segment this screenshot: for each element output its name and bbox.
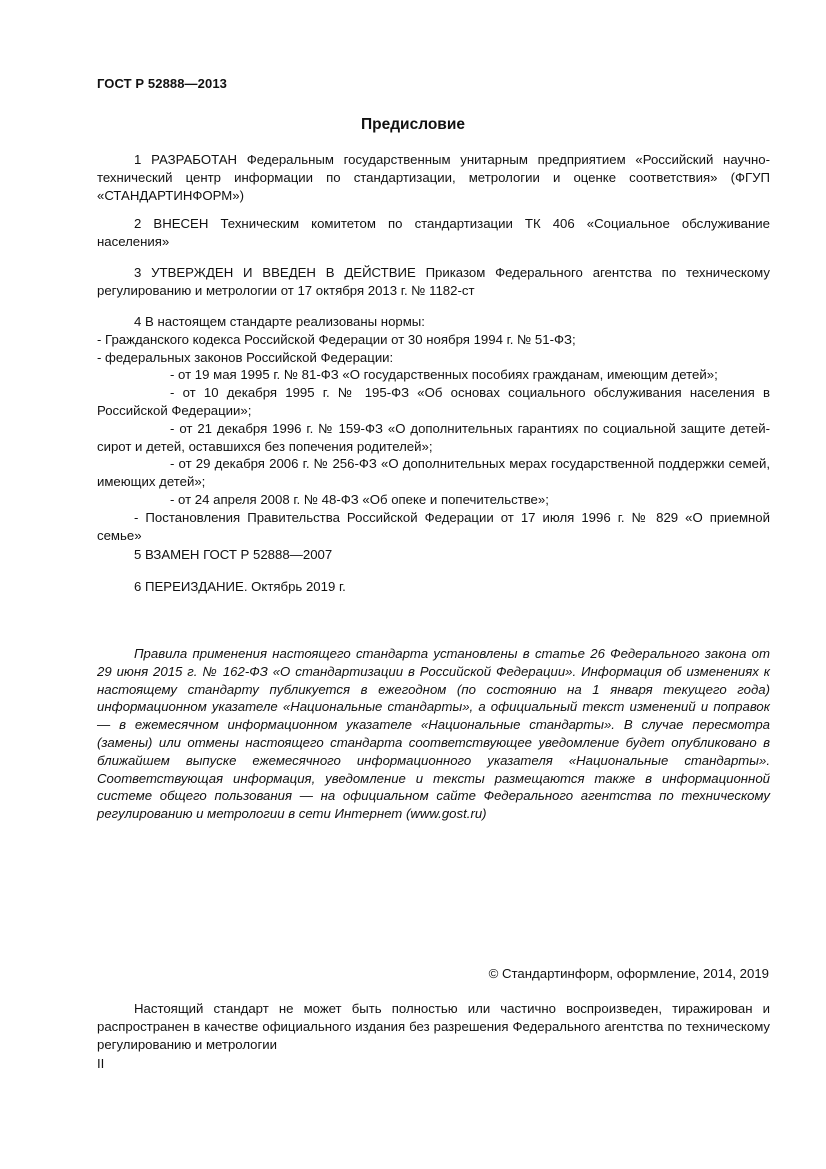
page-number: II <box>97 1056 105 1071</box>
item-3-text: 3 УТВЕРЖДЕН И ВВЕДЕН В ДЕЙСТВИЕ Приказом Федерального агентства по техническому регулированию и метрологии от 17 октября 2013 г. № 1182-ст <box>97 265 770 298</box>
civil-code-line: - Гражданского кодекса Российской Федерации от 30 ноября 1994 г. № 51-ФЗ; <box>97 331 576 347</box>
item-reissue <box>97 578 770 596</box>
item-developed <box>97 151 770 204</box>
rules-notice-text: Правила применения настоящего стандарта установлены в статье 26 Федерального закона от 29 июня 2015 г. № 162-ФЗ «О стандартизации в Российской Федерации». Информация об изменениях к настоящему стандарту публикуется в ежегодном (по состоянию на 1 января текущего года) информационном указателе «Национальные стандарты», а официальный текст изменений и поправок — в ежемесячном информационном указателе «Национальные стандарты». В случае пересмотра (замены) или отмены настоящего стандарта соответствующее уведомление будет опубликовано в ближайшем выпуске ежемесячного информационного указателя «Национальные стандарты». Соответствующая информация, уведомление и тексты размещаются также в информационной системе общего пользования — на официальном сайте Федерального агентства по техническому регулированию и метрологии в сети Интернет (www.gost.ru) <box>97 646 770 822</box>
item-2-text: 2 ВНЕСЕН Техническим комитетом по стандартизации ТК 406 «Социальное обслуживание населения» <box>97 216 770 249</box>
law-item: - от 24 апреля 2008 г. № 48-ФЗ «Об опеке и попечительстве»; <box>170 491 549 507</box>
item-5-text: 5 ВЗАМЕН ГОСТ Р 52888—2007 <box>134 547 333 562</box>
item-approved <box>97 264 770 300</box>
government-decree-line: - Постановления Правительства Российской Федерации от 17 июля 1996 г. № 829 «О приемной семье» <box>97 509 770 543</box>
document-id: ГОСТ Р 52888—2013 <box>97 76 227 91</box>
page-title: Предисловие <box>360 116 465 133</box>
law-item: - от 19 мая 1995 г. № 81-ФЗ «О государственных пособиях гражданам, имеющим детей»; <box>170 367 718 383</box>
rules-notice <box>97 645 770 823</box>
law-item: - от 29 декабря 2006 г. № 256-ФЗ «О дополнительных мерах государственной поддержки семей, имеющих детей»; <box>97 456 770 490</box>
reproduction-notice <box>97 1000 770 1053</box>
item-6-text: 6 ПЕРЕИЗДАНИЕ. Октябрь 2019 г. <box>134 579 346 594</box>
item-replaces <box>97 546 770 564</box>
federal-laws-line: - федеральных законов Российской Федерации: <box>97 349 394 365</box>
item-4-intro: 4 В настоящем стандарте реализованы нормы: <box>134 314 425 329</box>
item-norms <box>97 313 770 544</box>
item-1-text: 1 РАЗРАБОТАН Федеральным государственным унитарным предприятием «Российский научно-технический центр информации по стандартизации, метрологии и оценке соответствия» (ФГУП «СТАНДАРТИНФОРМ») <box>97 152 770 203</box>
copyright-line: © Стандартинформ, оформление, 2014, 2019 <box>488 966 769 981</box>
item-introduced <box>97 215 770 251</box>
reproduction-notice-text: Настоящий стандарт не может быть полностью или частично воспроизведен, тиражирован и распространен в качестве официального издания без разрешения Федерального агентства по техническому регулированию и метрологии <box>97 1001 770 1052</box>
law-item: - от 10 декабря 1995 г. № 195-ФЗ «Об основах социального обслуживания населения в Российской Федерации»; <box>97 385 770 418</box>
law-item: - от 21 декабря 1996 г. № 159-ФЗ «О дополнительных гарантиях по социальной защите детей-сирот и детей, оставшихся без попечения родителей»; <box>97 420 770 454</box>
